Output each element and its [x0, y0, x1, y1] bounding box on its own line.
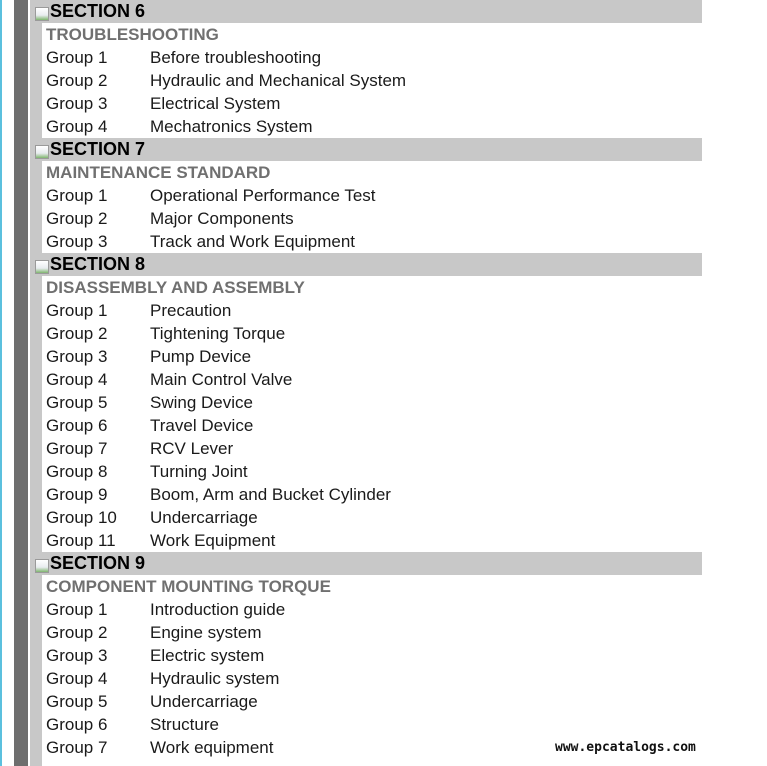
group-row[interactable] [30, 46, 702, 69]
section-6 [30, 0, 702, 138]
group-name: Undercarriage [150, 692, 258, 711]
group-row[interactable] [30, 69, 702, 92]
group-label: Group 3 [46, 347, 108, 366]
group-label: Group 2 [46, 324, 108, 343]
group-label: Group 2 [46, 209, 108, 228]
group-label: Group 1 [46, 600, 108, 619]
group-label: Group 4 [46, 669, 108, 688]
section-list [30, 0, 702, 759]
group-row[interactable] [30, 184, 702, 207]
group-name: Major Components [150, 209, 294, 228]
group-name: Electrical System [150, 94, 281, 113]
group-row[interactable] [30, 230, 702, 253]
group-name: Electric system [150, 646, 265, 665]
group-row[interactable] [30, 529, 702, 552]
group-label: Group 4 [46, 117, 108, 136]
section-header[interactable] [30, 138, 702, 161]
window-edge-line [0, 0, 2, 766]
broken-image-icon [35, 260, 49, 274]
group-name: Travel Device [150, 416, 254, 435]
left-gutter-dark [14, 0, 28, 766]
section-header-label: SECTION 6 [50, 1, 146, 21]
watermark-text: www.epcatalogs.com [555, 740, 696, 755]
group-row[interactable] [30, 483, 702, 506]
group-row[interactable] [30, 299, 702, 322]
group-row[interactable] [30, 713, 702, 736]
group-name: Mechatronics System [150, 117, 313, 136]
group-name: Tightening Torque [150, 324, 286, 343]
group-name: Track and Work Equipment [150, 232, 356, 251]
section-title: TROUBLESHOOTING [46, 25, 219, 44]
group-row[interactable] [30, 667, 702, 690]
group-row[interactable] [30, 506, 702, 529]
group-name: Structure [150, 715, 219, 734]
group-label: Group 6 [46, 715, 108, 734]
group-row[interactable] [30, 368, 702, 391]
group-label: Group 1 [46, 301, 108, 320]
broken-image-icon [35, 559, 49, 573]
group-name: Engine system [150, 623, 262, 642]
group-label: Group 3 [46, 646, 108, 665]
group-name: Precaution [150, 301, 232, 320]
group-label: Group 1 [46, 186, 108, 205]
group-row[interactable] [30, 207, 702, 230]
group-row[interactable] [30, 621, 702, 644]
broken-image-icon [35, 145, 49, 159]
group-label: Group 2 [46, 623, 108, 642]
group-name: Undercarriage [150, 508, 258, 527]
group-label: Group 10 [46, 508, 117, 527]
group-row[interactable] [30, 598, 702, 621]
group-name: Introduction guide [150, 600, 286, 619]
section-title: DISASSEMBLY AND ASSEMBLY [46, 278, 305, 297]
group-name: Hydraulic system [150, 669, 280, 688]
group-name: Main Control Valve [150, 370, 293, 389]
group-name: RCV Lever [150, 439, 234, 458]
group-row[interactable] [30, 437, 702, 460]
group-row[interactable] [30, 322, 702, 345]
group-name: Operational Performance Test [150, 186, 376, 205]
group-label: Group 5 [46, 692, 108, 711]
group-label: Group 11 [46, 531, 116, 550]
group-row[interactable] [30, 644, 702, 667]
section-header-label: SECTION 9 [50, 553, 146, 573]
group-name: Work equipment [150, 738, 274, 757]
section-header[interactable] [30, 0, 702, 23]
group-row[interactable] [30, 414, 702, 437]
section-7 [30, 138, 702, 253]
group-label: Group 9 [46, 485, 108, 504]
group-label: Group 1 [46, 48, 108, 67]
group-label: Group 7 [46, 439, 108, 458]
group-row[interactable] [30, 391, 702, 414]
section-title: MAINTENANCE STANDARD [46, 163, 271, 182]
group-label: Group 7 [46, 738, 108, 757]
group-label: Group 3 [46, 94, 108, 113]
group-label: Group 3 [46, 232, 108, 251]
section-title: COMPONENT MOUNTING TORQUE [46, 577, 331, 596]
section-header[interactable] [30, 552, 702, 575]
group-name: Pump Device [150, 347, 252, 366]
group-name: Boom, Arm and Bucket Cylinder [150, 485, 391, 504]
group-name: Hydraulic and Mechanical System [150, 71, 407, 90]
group-label: Group 2 [46, 71, 108, 90]
section-header-label: SECTION 7 [50, 139, 146, 159]
section-header-label: SECTION 8 [50, 254, 146, 274]
group-name: Work Equipment [150, 531, 276, 550]
group-name: Turning Joint [150, 462, 248, 481]
group-name: Before troubleshooting [150, 48, 322, 67]
group-label: Group 5 [46, 393, 108, 412]
broken-image-icon [35, 7, 49, 21]
section-8 [30, 253, 702, 552]
group-label: Group 6 [46, 416, 108, 435]
group-name: Swing Device [150, 393, 253, 412]
group-row[interactable] [30, 345, 702, 368]
group-row[interactable] [30, 92, 702, 115]
group-row[interactable] [30, 115, 702, 138]
group-row[interactable] [30, 690, 702, 713]
group-label: Group 4 [46, 370, 108, 389]
section-header[interactable] [30, 253, 702, 276]
group-label: Group 8 [46, 462, 108, 481]
section-9 [30, 552, 702, 759]
group-row[interactable] [30, 460, 702, 483]
